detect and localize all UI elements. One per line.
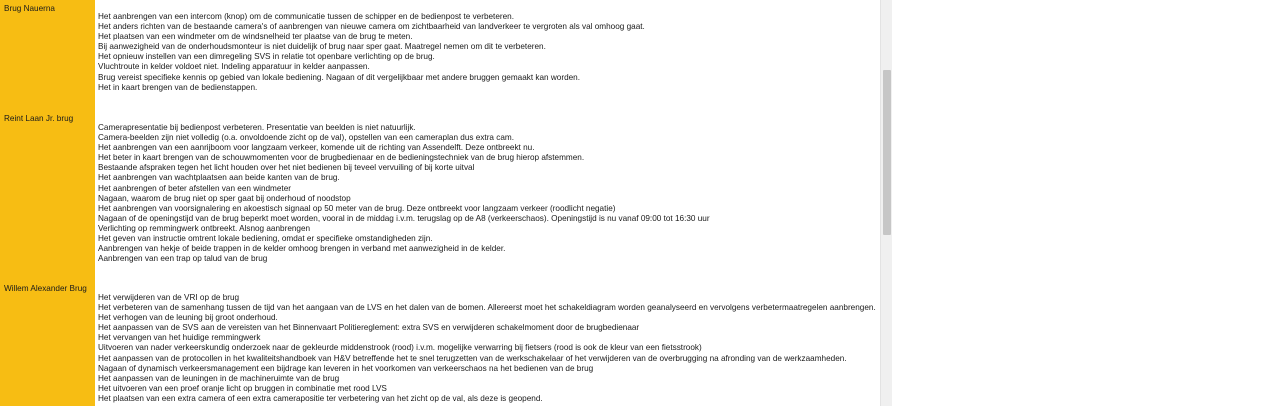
list-item: Het verhogen van de leuning bij groot onderhoud. (98, 313, 278, 323)
section-reint-laan-brug (0, 106, 880, 278)
section-label-column (0, 0, 95, 106)
list-item: Vluchtroute in kelder voldoet niet. Indeling apparatuur in kelder aanpassen. (98, 62, 370, 72)
list-item: Het plaatsen van een windmeter om de windsnelheid ter plaatse van de brug te meten. (98, 32, 413, 42)
vertical-scrollbar[interactable] (880, 0, 892, 406)
section-title: Willem Alexander Brug (4, 284, 87, 293)
list-item: Het aanbrengen van voorsignalering en akoestisch signaal op 50 meter van de brug. Deze ontbreekt voor langzaam verkeer (roodlicht negatie) (98, 203, 616, 213)
list-item: Het opnieuw instellen van een dimregeling SVS in relatie tot openbare verlichting op de brug. (98, 52, 435, 62)
list-item: Het beter in kaart brengen van de schouwmomenten voor de brugbedienaar en de bedieningstechniek van de brug hierop afstemmen. (98, 153, 585, 163)
section-title: Brug Nauerna (4, 4, 55, 13)
section-brug-nauerna (0, 0, 880, 106)
list-item: Het aanbrengen van een aanrijboom voor langzaam verkeer, komende uit de richting van Assendelft. Deze ontbreekt nu. (98, 143, 535, 153)
list-item: Het aanbrengen van wachtplaatsen aan beide kanten van de brug. (98, 173, 340, 183)
list-item: Bij aanwezigheid van de onderhoudsmonteur is niet duidelijk of brug naar sper gaat. Maatregel nemen om dit te verbeteren. (98, 42, 546, 52)
list-item: Brug vereist specifieke kennis op gebied van lokale bediening. Nagaan of dit vergelijkbaar met andere bruggen gemaakt kan worden. (98, 72, 580, 82)
list-item: Het verbeteren van de samenhang tussen de tijd van het aangaan van de LVS en het dalen van de bomen. Allereerst moet het schakeldiagram worden geanalyseerd en vervolgens verbetermaatregelen aanbrengen. (98, 303, 876, 313)
list-item: Aanbrengen van een trap op talud van de brug (98, 254, 268, 264)
list-item: Verlichting op remmingwerk ontbreekt. Alsnog aanbrengen (98, 223, 311, 233)
list-item: Het aanpassen van de protocollen in het kwaliteitshandboek van H&V betreffende het te snel terugzetten van de werkschakelaar of het verwijderen van de overbrugging na afronding van de werkzaamheden. (98, 353, 847, 363)
list-item: Nagaan of de openingstijd van de brug beperkt moet worden, vooral in de middag i.v.m. terugslag op de A8 (verkeerschaos). Openingstijd is nu vanaf 09:00 tot 16:30 uur (98, 213, 710, 223)
list-item: Het aanbrengen van een intercom (knop) om de communicatie tussen de schipper en de bedienpost te verbeteren. (98, 12, 514, 21)
section-lines (98, 123, 878, 264)
list-item: Het aanbrengen of beter afstellen van een windmeter (98, 183, 291, 193)
list-item: Nagaan, waarom de brug niet op sper gaat bij onderhoud of noodstop (98, 193, 351, 203)
list-item: Camerapresentatie bij bedienpost verbeteren. Presentatie van beelden is niet natuurlijk. (98, 123, 416, 132)
list-item: Het aanpassen van de SVS aan de vereisten van het Binnenvaart Politiereglement: extra SVS en verwijderen schakelmoment door de brugbedienaar (98, 323, 640, 333)
list-item: Het vervangen van het huidige remmingwerk (98, 333, 261, 343)
section-willem-alexander-brug (0, 278, 880, 406)
list-item: Uitvoeren van nader verkeerskundig onderzoek naar de gekleurde middenstrook (rood) i.v.m. mogelijke verwarring bij fietsers (rood is ook de kleur van een fietsstrook) (98, 343, 702, 353)
list-item: Het anders richten van de bestaande camera's of aanbrengen van nieuwe camera om zichtbaarheid van landverkeer te vergroten als val omhoog gaat. (98, 22, 645, 32)
list-item: Bestaande afspraken tegen het licht houden over het niet bedienen bij teveel vervuiling of bij korte uitval (98, 163, 475, 173)
section-label-column (0, 106, 95, 278)
section-title: Reint Laan Jr. brug (4, 114, 74, 123)
scrollbar-thumb[interactable] (883, 70, 891, 235)
list-item: Het verwijderen van de VRI op de brug (98, 293, 240, 302)
section-lines (98, 293, 878, 404)
list-item: Het geven van instructie omtrent lokale bediening, omdat er specifieke omstandigheden zijn. (98, 234, 433, 244)
list-item: Het aanpassen van de leuningen in de machineruimte van de brug (98, 373, 340, 383)
list-item: Camera-beelden zijn niet volledig (o.a. onvoldoende zicht op de val), opstellen van een cameraplan dus extra cam. (98, 133, 514, 143)
list-item: Aanbrengen van hekje of beide trappen in de kelder omhoog brengen in verband met aanwezigheid in de kelder. (98, 244, 506, 254)
list-item: Nagaan of dynamisch verkeersmanagement een bijdrage kan leveren in het voorkomen van verkeerschaos na het bedienen van de brug (98, 363, 594, 373)
empty-area (892, 0, 1280, 406)
section-lines (98, 12, 878, 93)
list-item: Het plaatsen van een extra camera of een extra camerapositie ter verbetering van het zicht op de val, als deze is geopend. (98, 393, 543, 403)
list-item: Het uitvoeren van een proef oranje licht op bruggen in combinatie met rood LVS (98, 383, 387, 393)
list-item: Het in kaart brengen van de bedienstappen. (98, 82, 258, 92)
section-label-column (0, 278, 95, 406)
